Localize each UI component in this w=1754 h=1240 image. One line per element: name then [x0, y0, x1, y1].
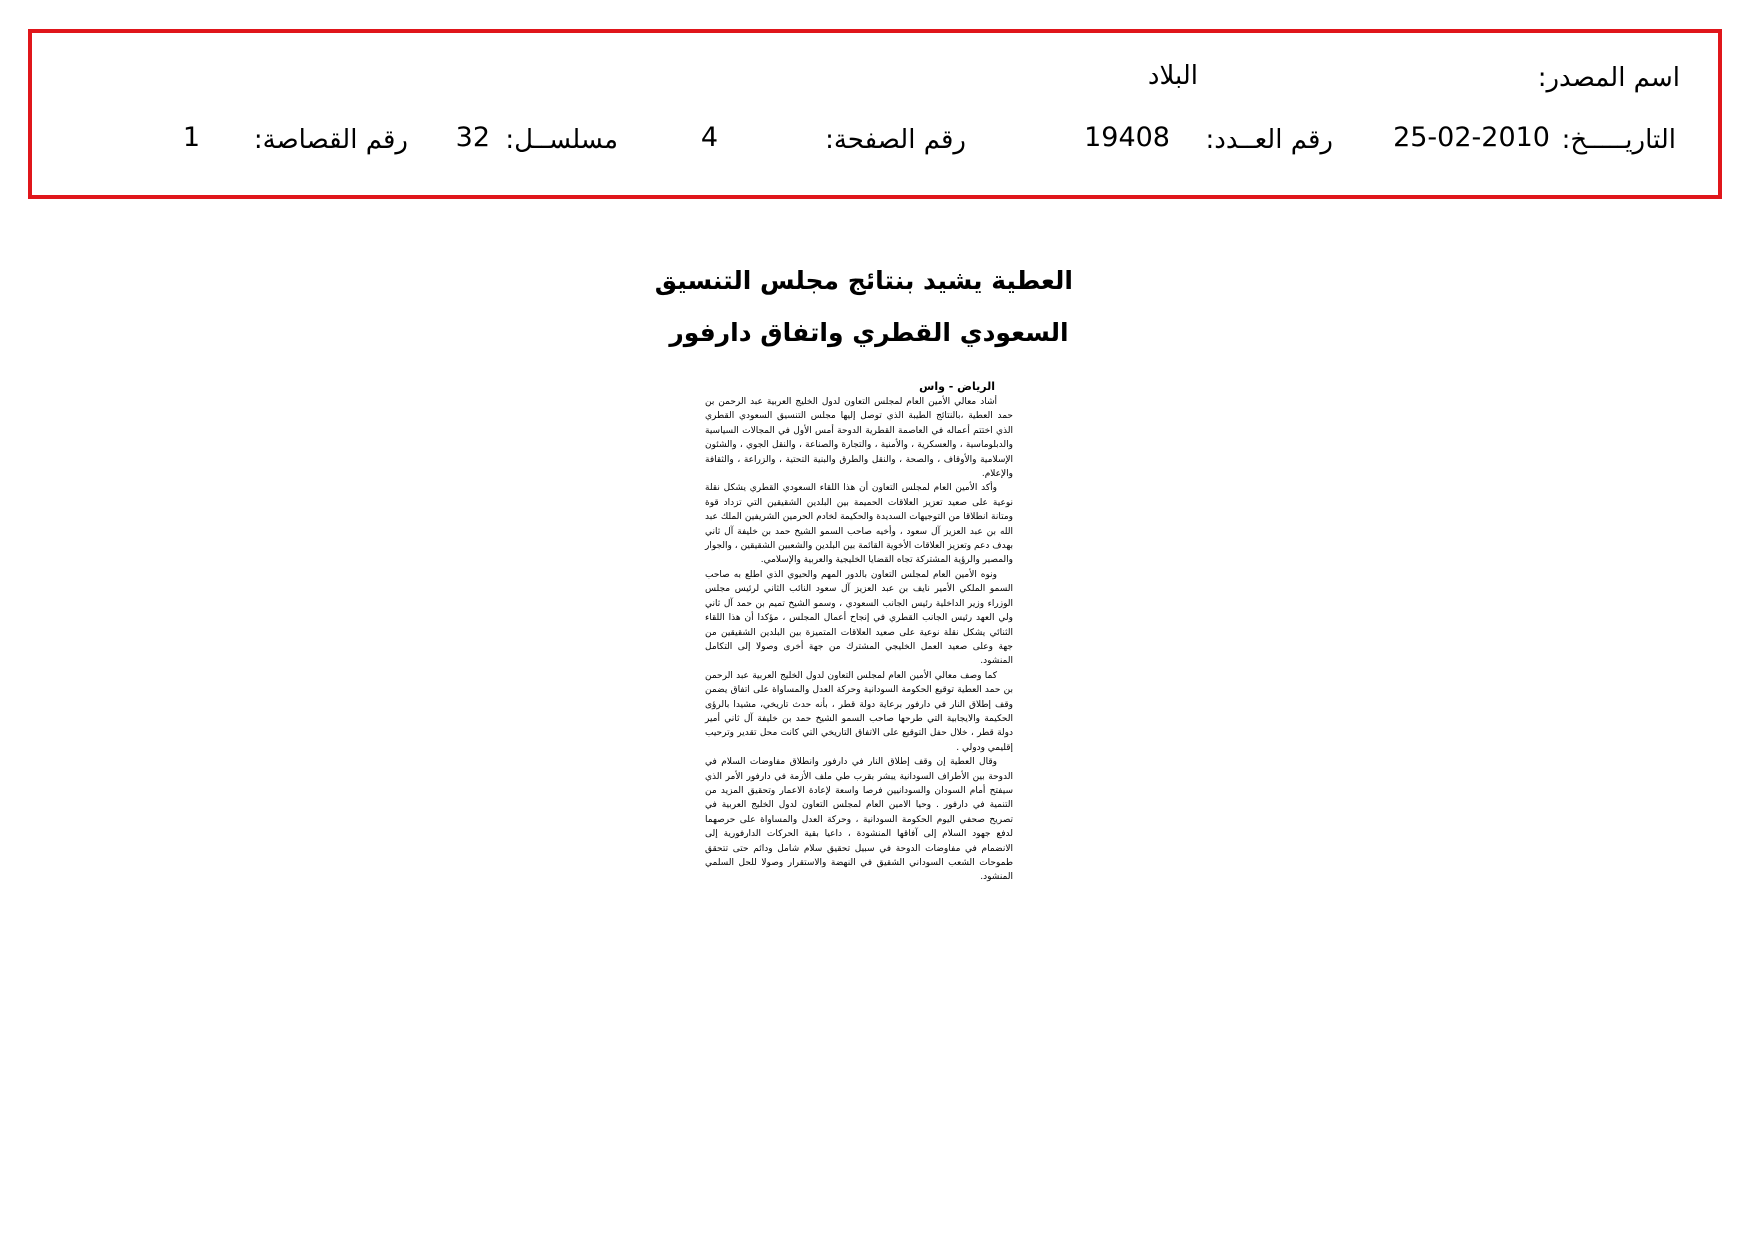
dateline: الرياض - واس	[919, 380, 995, 393]
page-label: رقم الصفحة:	[825, 125, 966, 155]
date-value: 25-02-2010	[1393, 122, 1550, 153]
issue-value: 19408	[1084, 122, 1170, 153]
serial-label: مسلســل:	[505, 125, 618, 155]
page-value: 4	[700, 122, 718, 153]
date-label: التاريـــــخ:	[1561, 125, 1676, 155]
clipping-header-box	[28, 29, 1722, 199]
serial-value: 32	[455, 122, 490, 153]
article-paragraph: وأكد الأمين العام لمجلس التعاون أن هذا اللقاء السعودي القطري يشكل نقلة نوعية على صعيد تعزيز العلاقات الحميمة بين البلدين الشقيقين التي تزداد قوة ومتانة انطلاقا من التوجيهات السديدة والحكيمة لخادم الحرمين الشريفين الملك عبد الله بن عبد العزيز آل سعود ، وأخيه صاحب السمو الشيخ حمد بن خليفة آل ثاني بهدف دعم وتعزيز العلاقات الأخوية القائمة بين البلدين والشعبين الشقيقين ، والجوار والمصير والرؤية المشتركة تجاه القضايا الخليجية والعربية والإسلامي.	[705, 483, 1013, 566]
issue-label: رقم العــدد:	[1205, 125, 1333, 155]
clip-value: 1	[182, 122, 200, 153]
source-value: البلاد	[1147, 61, 1198, 91]
article-paragraph: وقال العطية إن وقف إطلاق النار في دارفور وانطلاق مفاوضات السلام في الدوحة بين الأطراف السودانية يبشر بقرب طي ملف الأزمة في دارفور الأمر الذي سيفتح أمام السودان والسودانيين فرصا واسعة لإعادة الاعمار وتحقيق المزيد من التنمية في دارفور . وحيا الامين العام لمجلس التعاون لدول الخليج العربية في تصريح صحفي اليوم الحكومة السودانية ، وحركة العدل والمساواة على حرصهما لدفع جهود السلام إلى آفاقها المنشودة ، داعيا بقية الحركات الدارفورية إلى الانضمام في مفاوضات الدوحة في سبيل تحقيق سلام شامل ودائم حتى تتحقق طموحات الشعب السوداني الشقيق في النهضة والاستقرار وصولا للحل السلمي المنشود.	[705, 757, 1013, 883]
source-label: اسم المصدر:	[1537, 63, 1680, 93]
article-paragraph: كما وصف معالي الأمين العام لمجلس التعاون لدول الخليج العربية عبد الرحمن بن حمد العطية توقيع الحكومة السودانية وحركة العدل والمساواة على اتفاق يضمن وقف إطلاق النار في دارفور برعاية دولة قطر ، بأنه حدث تاريخي، مشيدا بالرؤى الحكيمة والايجابية التي طرحها صاحب السمو الشيخ حمد بن خليفة آل ثاني أمير دولة قطر ، خلال حفل التوقيع على الاتفاق التاريخي التي كانت محل تقدير وترحيب إقليمي ودولي .	[705, 670, 1013, 753]
headline-line-2: السعودي القطري واتفاق دارفور	[669, 318, 1069, 347]
article-paragraph: ونوه الأمين العام لمجلس التعاون بالدور المهم والحيوي الذي اطلع به صاحب السمو الملكي الأمير نايف بن عبد العزيز آل سعود النائب الثاني لرئيس مجلس الوزراء وزير الداخلية رئيس الجانب السعودي ، وسمو الشيخ تميم بن حمد آل ثاني ولي العهد رئيس الجانب القطري في إنجاح أعمال المجلس ، مؤكدا أن هذا اللقاء الثنائي يشكل نقلة نوعية على صعيد العلاقات المتميزة بين البلدين الشقيقين من جهة وعلى صعيد العمل الخليجي المشترك من جهة أخرى وصولا إلى التكامل المنشود.	[705, 569, 1013, 667]
clip-label: رقم القصاصة:	[253, 125, 408, 155]
headline-line-1: العطية يشيد بنتائج مجلس التنسيق	[654, 266, 1073, 295]
article-paragraph: أشاد معالي الأمين العام لمجلس التعاون لدول الخليج العربية عبد الرحمن بن حمد العطية ،بالنتائج الطيبة الذي توصل إليها مجلس التنسيق السعودي القطري الذي اختتم أعماله في العاصمة القطرية الدوحة أمس الأول في المجالات السياسية والدبلوماسية ، والعسكرية ، والأمنية ، والتجارة والصناعة ، والنقل الجوي ، والشئون الإسلامية والأوقاف ، والصحة ، والنقل والطرق والبنية التحتية ، والزراعة ، والثقافة والإعلام.	[705, 397, 1013, 480]
article-clipping	[654, 255, 1073, 885]
